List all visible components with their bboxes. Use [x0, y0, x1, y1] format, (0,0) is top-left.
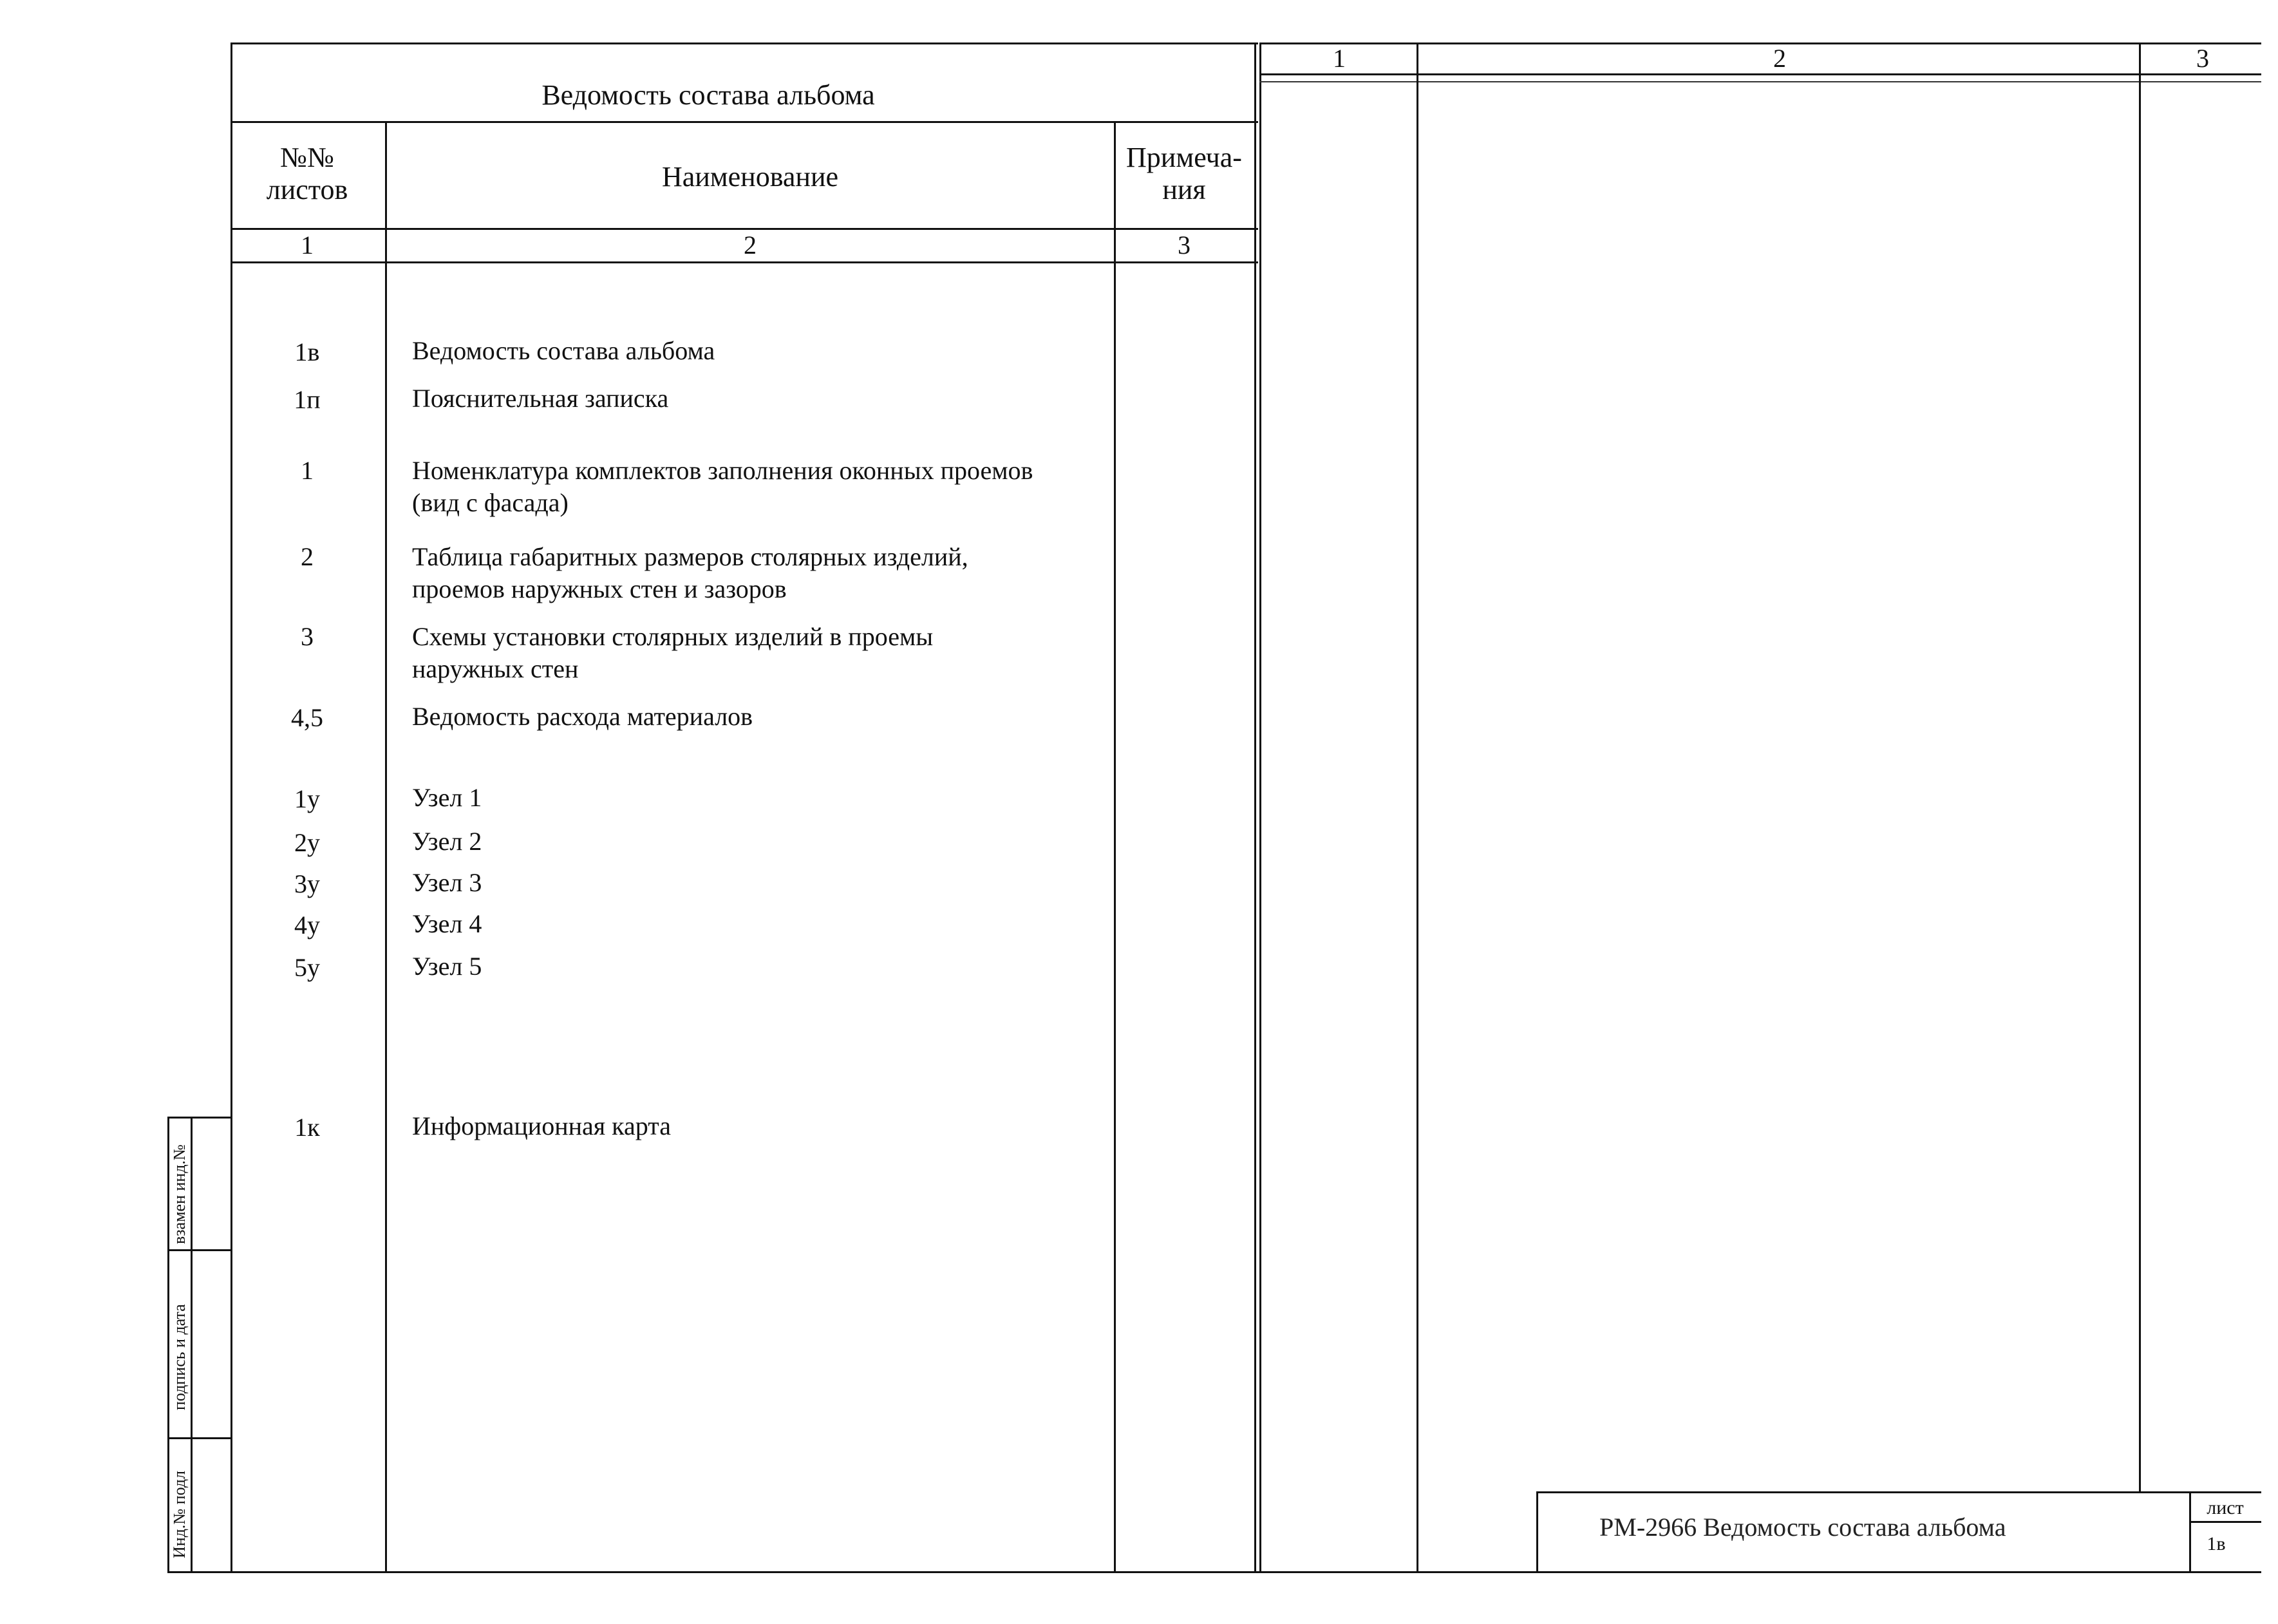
title-block-left-line [1536, 1491, 1538, 1572]
column-number-1: 1 [301, 231, 314, 260]
column-number-3: 3 [1178, 231, 1191, 260]
title-block-sheet-value: 1в [2207, 1533, 2226, 1554]
column-separator-1 [385, 121, 387, 1572]
sheet-name-4u: Узел 4 [412, 909, 482, 938]
sheet-name-1u: Узел 1 [412, 783, 482, 812]
sheet-no-1: 1 [301, 456, 314, 485]
side-stamp-top-line [167, 1117, 232, 1119]
continuation-header-second-line [1259, 81, 2261, 82]
double-line-separator [1259, 42, 1261, 1572]
sheet-name-5u: Узел 5 [412, 952, 482, 981]
sheet-no-1v: 1в [294, 337, 320, 366]
side-stamp-outer-left [167, 1117, 169, 1572]
side-stamp-inner-line [191, 1117, 193, 1572]
column-header-no [233, 142, 381, 206]
sheet-name-2 [412, 541, 1114, 605]
side-stamp-divider-1 [167, 1249, 232, 1251]
title-block-sheet-label-line [2189, 1521, 2261, 1523]
sheet-no-1k: 1к [294, 1113, 320, 1142]
sheet-name-1k: Информационная карта [412, 1111, 671, 1140]
sheet-name-1 [412, 455, 1114, 519]
sheet-no-4u: 4у [294, 911, 320, 939]
continuation-column-number-1: 1 [1333, 44, 1346, 73]
column-header-name: Наименование [661, 161, 839, 193]
sheet-name-1v: Ведомость состава альбома [412, 336, 715, 365]
column-header-note-line1: Примеча- [1126, 142, 1242, 173]
sheet-no-3: 3 [301, 622, 314, 651]
sheet-no-1u: 1у [294, 784, 320, 813]
sheet-no-2u: 2у [294, 828, 320, 857]
sheet-name-2-line2: проемов наружных стен и зазоров [412, 574, 787, 603]
side-stamp-replace-inv: взамен инд.№ [170, 1144, 189, 1244]
sheet-name-2u: Узел 2 [412, 827, 482, 856]
page-title: Ведомость состава альбома [541, 79, 875, 111]
side-stamp-divider-2 [167, 1437, 232, 1439]
sheet-no-1p: 1п [294, 385, 321, 414]
continuation-separator-2 [2139, 42, 2141, 1493]
side-stamp-inv-no: Инд.№ подл [170, 1470, 189, 1558]
column-header-no-line1: №№ [280, 142, 334, 173]
sheet-name-3u: Узел 3 [412, 868, 482, 897]
side-stamp-sign-date: подпись и дата [170, 1304, 189, 1410]
sheet-name-3 [412, 621, 1114, 685]
column-separator-2 [1114, 121, 1116, 1572]
column-header-note-line2: ния [1162, 174, 1206, 205]
sheet-name-1-line1: Номенклатура комплектов заполнения оконных проемов [412, 456, 1033, 485]
continuation-header-bottom-line [1259, 73, 2261, 75]
frame-top-line [231, 42, 1258, 44]
column-header-note [1115, 142, 1253, 206]
sheet-name-2-line1: Таблица габаритных размеров столярных изделий, [412, 542, 968, 571]
continuation-separator-1 [1417, 42, 1418, 1572]
sheet-name-3-line1: Схемы установки столярных изделий в проемы [412, 622, 934, 651]
title-block-top-line [1536, 1491, 2261, 1493]
continuation-column-number-2: 2 [1773, 44, 1786, 73]
left-table-right-line [1254, 42, 1256, 1572]
title-block-sheet-label: лист [2207, 1497, 2244, 1518]
title-block-caption: РМ-2966 Ведомость состава альбома [1599, 1513, 2006, 1542]
sheet-name-3-line2: наружных стен [412, 654, 579, 683]
sheet-name-4-5: Ведомость расхода материалов [412, 702, 753, 731]
column-number-2: 2 [744, 231, 757, 260]
continuation-column-number-3: 3 [2196, 44, 2209, 73]
frame-bottom-line [167, 1571, 2261, 1573]
sheet-no-4-5: 4,5 [291, 703, 323, 732]
column-header-no-line2: листов [266, 174, 348, 205]
sheet-no-5u: 5у [294, 953, 320, 982]
frame-left-line [231, 42, 232, 1572]
sheet-name-1p: Пояснительная записка [412, 384, 669, 413]
sheet-no-3u: 3у [294, 869, 320, 898]
sheet-name-1-line2: (вид с фасада) [412, 488, 569, 517]
sheet-no-2: 2 [301, 542, 314, 571]
